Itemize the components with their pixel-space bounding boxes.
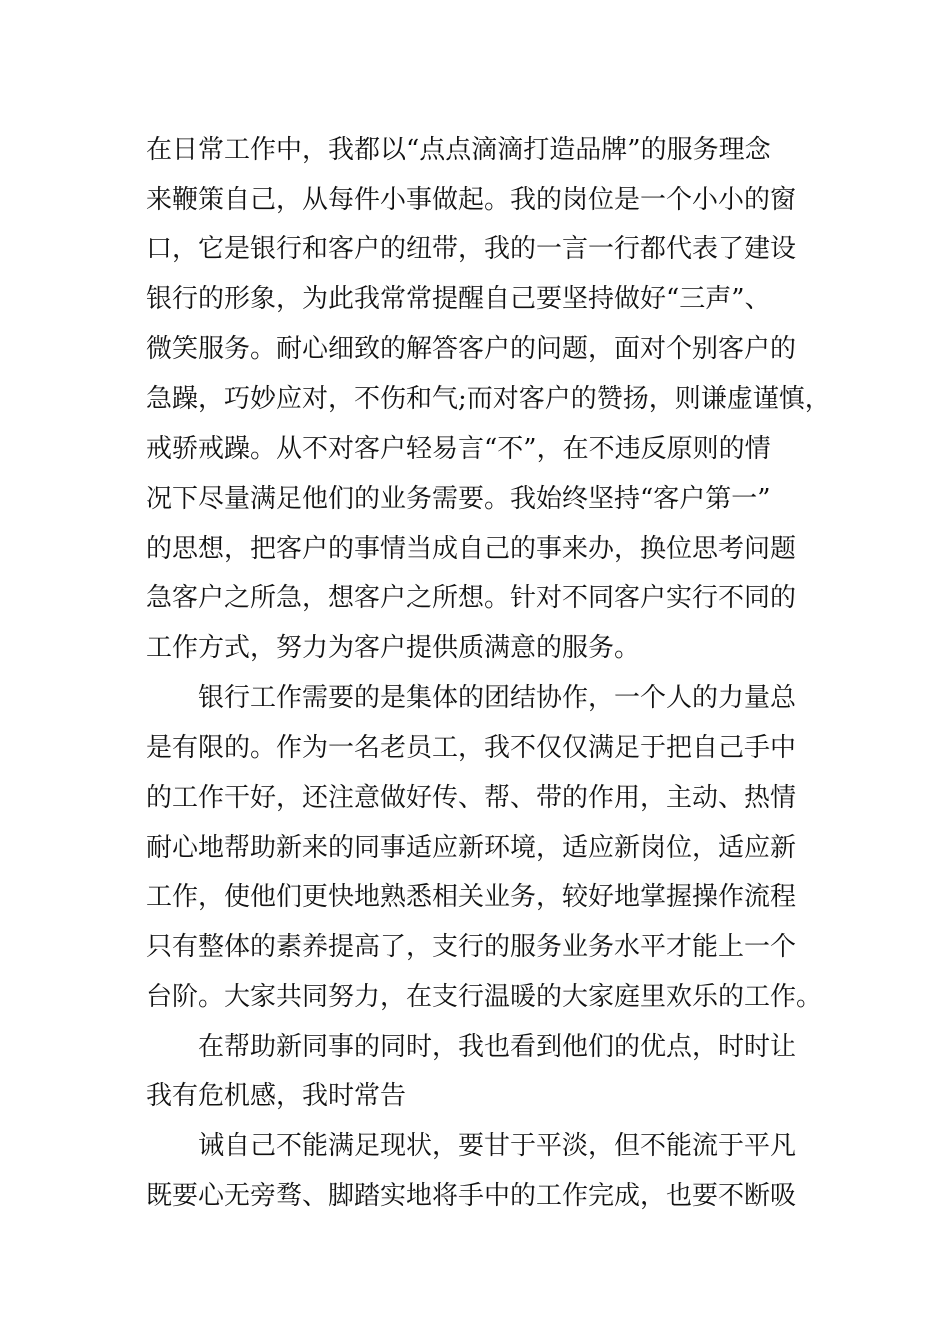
paragraph-first-line: 诫自己不能满足现状，要甘于平淡，但不能流于平凡 — [198, 1131, 797, 1161]
text-line: 是有限的。作为一名老员工，我不仅仅满足于把自己手中 — [146, 733, 797, 763]
text-line: 台阶。大家共同努力，在支行温暖的大家庭里欢乐的工作。 — [146, 982, 823, 1012]
text-line: 戒骄戒躁。从不对客户轻易言“不”，在不违反原则的情 — [146, 434, 771, 464]
text-line: 只有整体的素养提高了，支行的服务业务水平才能上一个 — [146, 932, 797, 962]
text-line: 的思想，把客户的事情当成自己的事来办，换位思考问题 — [146, 534, 797, 564]
paragraph-first-line: 银行工作需要的是集体的团结协作，一个人的力量总 — [198, 683, 797, 713]
text-line: 的工作干好，还注意做好传、帮、带的作用，主动、热情 — [146, 783, 797, 813]
text-line: 口，它是银行和客户的纽带，我的一言一行都代表了建设 — [146, 234, 797, 264]
text-line: 急客户之所急，想客户之所想。针对不同客户实行不同的 — [146, 583, 797, 613]
text-line: 既要心无旁骛、脚踏实地将手中的工作完成，也要不断吸 — [146, 1181, 797, 1211]
text-line: 微笑服务。耐心细致的解答客户的问题，面对个别客户的 — [146, 334, 797, 364]
text-line: 急躁，巧妙应对，不伤和气;而对客户的赞扬，则谦虚谨慎， — [146, 384, 831, 414]
text-line: 耐心地帮助新来的同事适应新环境，适应新岗位，适应新 — [146, 833, 797, 863]
text-line: 银行的形象，为此我常常提醒自己要坚持做好“三声”、 — [146, 284, 771, 314]
text-line: 我有危机感，我时常告 — [146, 1081, 407, 1111]
text-line: 工作方式，努力为客户提供质满意的服务。 — [146, 633, 641, 663]
text-line: 况下尽量满足他们的业务需要。我始终坚持“客户第一” — [146, 484, 771, 514]
paragraph-first-line: 在帮助新同事的同时，我也看到他们的优点，时时让 — [198, 1032, 797, 1062]
text-line: 在日常工作中，我都以“点点滴滴打造品牌”的服务理念 — [146, 135, 771, 165]
text-line: 工作，使他们更快地熟悉相关业务，较好地掌握操作流程 — [146, 882, 797, 912]
text-line: 来鞭策自己，从每件小事做起。我的岗位是一个小小的窗 — [146, 185, 797, 215]
